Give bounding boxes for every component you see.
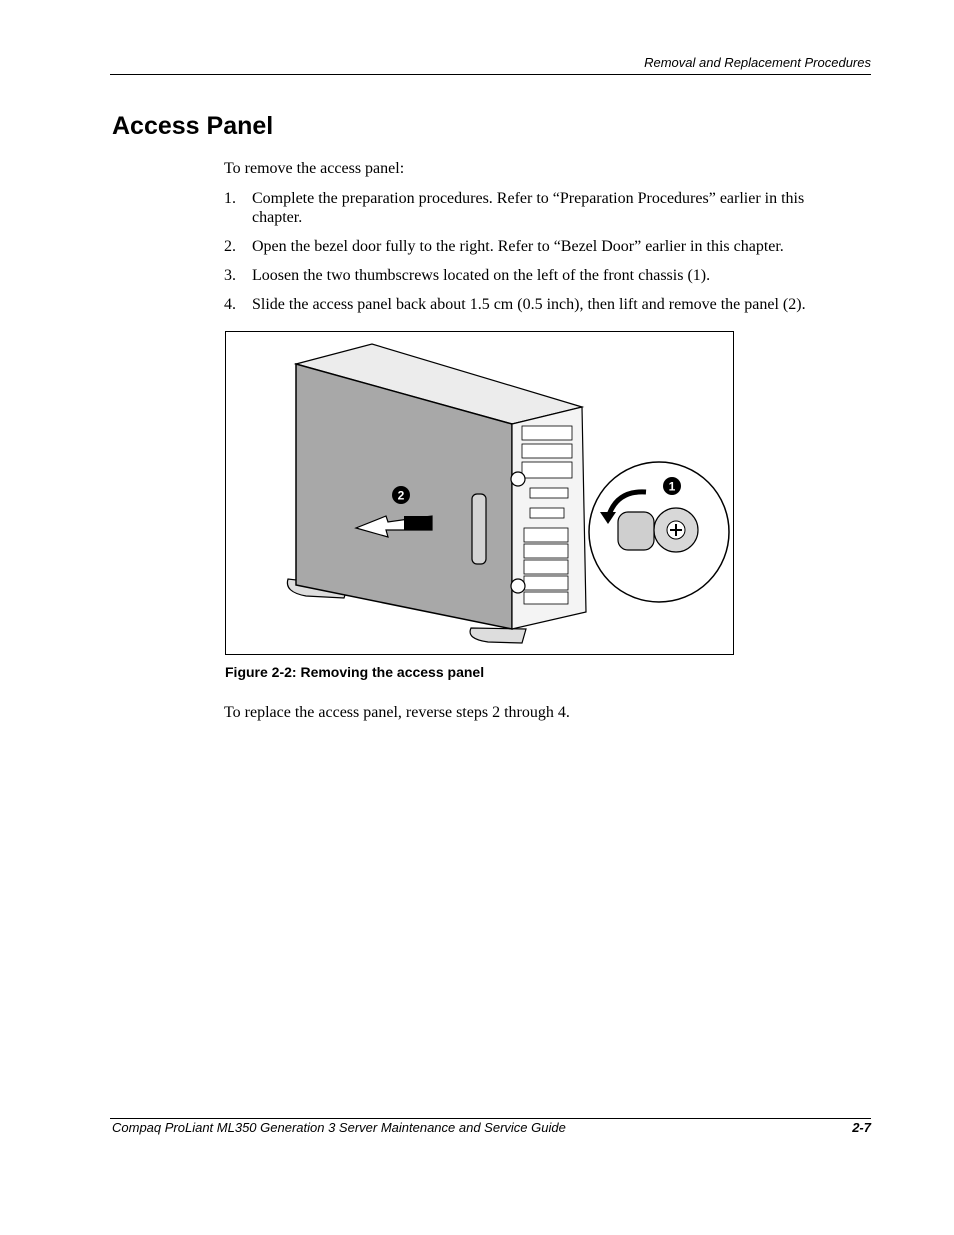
step-number: 2. <box>224 238 236 255</box>
panel-handle <box>472 494 486 564</box>
header-rule <box>110 74 871 75</box>
procedure-steps <box>224 189 854 324</box>
server-illustration <box>226 332 732 653</box>
step-item <box>224 189 854 227</box>
page-number: 2-7 <box>852 1120 871 1135</box>
step-text: Complete the preparation procedures. Refer to “Preparation Procedures” earlier in this chapter. <box>252 190 805 226</box>
thumbscrew-bottom-icon <box>511 579 525 593</box>
step-number: 3. <box>224 267 236 284</box>
outro-text: To replace the access panel, reverse steps 2 through 4. <box>224 704 570 721</box>
thumbscrew-top-icon <box>511 472 525 486</box>
step-text: Slide the access panel back about 1.5 cm (0.5 inch), then lift and remove the panel (2). <box>252 296 806 313</box>
running-header: Removal and Replacement Procedures <box>644 55 871 70</box>
step-number: 4. <box>224 296 236 313</box>
server-foot-right <box>470 628 526 643</box>
callout-2-label: 2 <box>397 488 405 503</box>
step-item <box>224 295 854 314</box>
step-item <box>224 266 854 285</box>
page-title: Access Panel <box>112 112 274 140</box>
step-number: 1. <box>224 190 236 207</box>
slide-arrow-fill <box>404 516 432 530</box>
thumbscrew-shaft <box>618 512 654 550</box>
step-text: Open the bezel door fully to the right. Refer to “Bezel Door” earlier in this chapter. <box>252 238 784 255</box>
step-item <box>224 237 854 256</box>
footer-title: Compaq ProLiant ML350 Generation 3 Server Maintenance and Service Guide <box>112 1120 566 1135</box>
figure-frame <box>225 331 734 655</box>
figure-caption: Figure 2-2: Removing the access panel <box>225 664 485 680</box>
footer-rule <box>110 1118 871 1119</box>
step-text: Loosen the two thumbscrews located on the left of the front chassis (1). <box>252 267 711 284</box>
callout-1-label: 1 <box>668 479 676 494</box>
intro-text: To remove the access panel: <box>224 160 405 177</box>
